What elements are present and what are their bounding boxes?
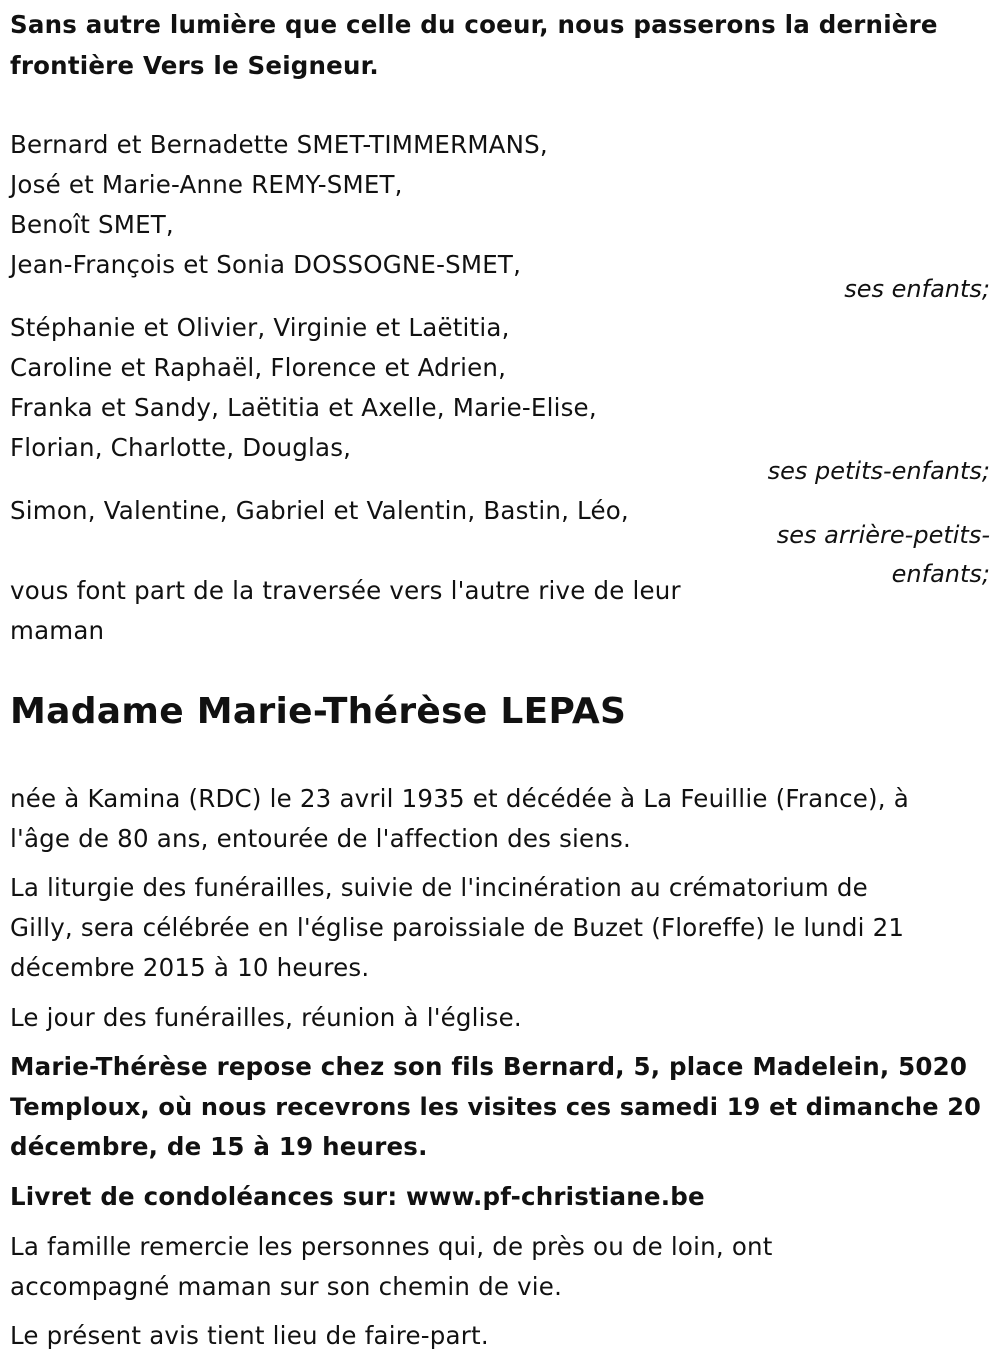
- children-line-3: Benoît SMET,: [10, 210, 174, 239]
- grandchildren-line-2: Caroline et Raphaël, Florence et Adrien,: [10, 353, 507, 382]
- funeral-line-3: décembre 2015 à 10 heures.: [10, 953, 370, 982]
- grandchildren-line-4: Florian, Charlotte, Douglas,: [10, 433, 352, 462]
- epigraph-line-2: frontière Vers le Seigneur.: [10, 51, 379, 80]
- grandchildren-label: ses petits-enfants;: [767, 457, 990, 485]
- children-line-1: Bernard et Bernadette SMET-TIMMERMANS,: [10, 130, 548, 159]
- great-grandchildren-label-2: enfants;: [891, 560, 990, 588]
- thanks-line-2: accompagné maman sur son chemin de vie.: [10, 1272, 563, 1301]
- great-grandchildren-line-1: Simon, Valentine, Gabriel et Valentin, Bastin, Léo,: [10, 496, 629, 525]
- visitation-line-3: décembre, de 15 à 19 heures.: [10, 1132, 428, 1161]
- grandchildren-line-3: Franka et Sandy, Laëtitia et Axelle, Marie-Elise,: [10, 393, 597, 422]
- announcement-line-1: vous font part de la traversée vers l'autre rive de leur: [10, 576, 681, 605]
- epigraph-line-1: Sans autre lumière que celle du coeur, nous passerons la dernière: [10, 10, 938, 39]
- grandchildren-line-1: Stéphanie et Olivier, Virginie et Laëtitia,: [10, 313, 510, 342]
- announcement-line-2: maman: [10, 616, 105, 645]
- funeral-line-1: La liturgie des funérailles, suivie de l'incinération au crématorium de: [10, 873, 868, 902]
- notice-line: Le présent avis tient lieu de faire-part.: [10, 1321, 489, 1350]
- visitation-line-2: Temploux, où nous recevrons les visites ces samedi 19 et dimanche 20: [10, 1093, 982, 1121]
- thanks-line-1: La famille remercie les personnes qui, de près ou de loin, ont: [10, 1232, 773, 1261]
- children-label: ses enfants;: [844, 275, 990, 303]
- birth-death-line-1: née à Kamina (RDC) le 23 avril 1935 et décédée à La Feuillie (France), à: [10, 784, 909, 813]
- condolences-line: Livret de condoléances sur: www.pf-christiane.be: [10, 1182, 705, 1211]
- visitation-line-1: Marie-Thérèse repose chez son fils Bernard, 5, place Madelein, 5020: [10, 1052, 968, 1081]
- children-line-4: Jean-François et Sonia DOSSOGNE-SMET,: [10, 250, 522, 279]
- great-grandchildren-label-1: ses arrière-petits-: [776, 521, 990, 549]
- funeral-line-2: Gilly, sera célébrée en l'église paroissiale de Buzet (Floreffe) le lundi 21: [10, 913, 905, 942]
- deceased-name-heading: Madame Marie-Thérèse LEPAS: [10, 691, 627, 732]
- children-line-2: José et Marie-Anne REMY-SMET,: [10, 170, 403, 199]
- gathering-line: Le jour des funérailles, réunion à l'église.: [10, 1003, 522, 1032]
- birth-death-line-2: l'âge de 80 ans, entourée de l'affection des siens.: [10, 824, 632, 853]
